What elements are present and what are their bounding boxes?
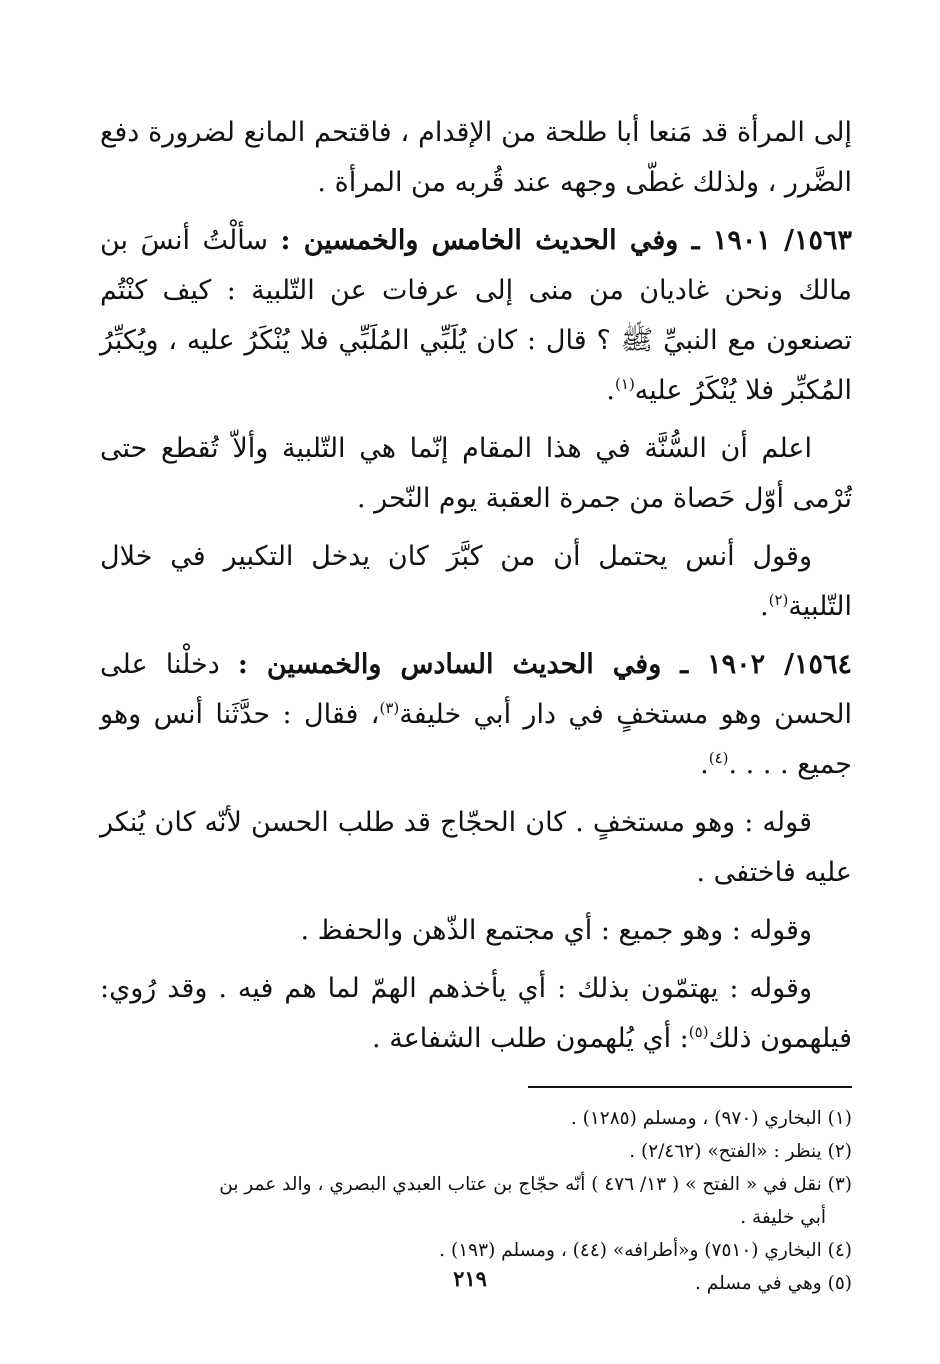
footnote-text: (١) البخاري (٩٧٠) ، ومسلم (١٢٨٥) . — [570, 1108, 852, 1129]
paragraph-text: وقوله : يهتمّون بذلك : أي يأخذهم الهمّ لما هم فيه . وقد رُوي: فيلهمون ذلك — [100, 973, 852, 1054]
paragraph-3 — [100, 424, 852, 524]
paragraph-4 — [100, 532, 852, 632]
footnote-separator — [528, 1086, 852, 1088]
paragraph-text: سألْتُ أنسَ بن مالك ونحن غاديان من منى إلى عرفات عن التّلبية : كيف كنْتُم تصنعون مع النبيِّ ﷺ ؟ قال : كان يُلَبِّي المُلَبِّي فلا يُنْكَرُ عليه ، ويُكبِّرُ المُكبِّر فلا يُنْكَرُ عليه — [100, 225, 852, 406]
paragraph-7 — [100, 906, 852, 956]
page-number: ٢١٩ — [453, 1266, 487, 1291]
footnote-1 — [100, 1102, 852, 1135]
footnote-marker-3[interactable]: (٣) — [379, 699, 400, 717]
paragraph-text: دخلْنا على الحسن وهو مستخفٍ في دار أبي خليفة — [100, 649, 852, 730]
paragraph-6 — [100, 798, 852, 898]
paragraph-tail: . — [606, 375, 616, 406]
paragraph-text: وقول أنس يحتمل أن من كبَّرَ كان يدخل التكبير في خلال التّلبية — [100, 541, 852, 622]
footnote-3 — [100, 1168, 852, 1234]
hadith-heading: ١٥٦٣/ ١٩٠١ ـ وفي الحديث الخامس والخمسين : — [280, 225, 852, 256]
paragraph-8 — [100, 964, 852, 1064]
paragraph-text: اعلم أن السُّنَّة في هذا المقام إنّما هي التّلبية وألاّ تُقطع حتى تُرْمى أوّل حَصاة من جمرة العقبة يوم النّحر . — [100, 433, 852, 514]
hadith-1564 — [100, 640, 852, 790]
footnote-text: (٤) البخاري (٧٥١٠) و«أطرافه» (٤٤) ، ومسلم (١٩٣) . — [439, 1240, 852, 1261]
hadith-heading: ١٥٦٤/ ١٩٠٢ ـ وفي الحديث السادس والخمسين : — [237, 649, 853, 680]
paragraph-text: قوله : وهو مستخفٍ . كان الحجّاج قد طلب الحسن لأنّه كان يُنكر عليه فاختفى . — [100, 807, 852, 888]
main-text — [100, 108, 852, 1064]
footnote-2 — [100, 1135, 852, 1168]
paragraph-tail: . — [760, 591, 769, 622]
paragraph-tail-2: . — [700, 749, 709, 780]
footnote-text: (٢) ينظر : «الفتح» (٢/٤٦٢) . — [629, 1141, 852, 1162]
paragraph-text: وقوله : وهو جميع : أي مجتمع الذّهن والحفظ . — [300, 915, 812, 946]
footnote-marker-1[interactable]: (١) — [615, 375, 635, 393]
footnote-continuation: أبي خليفة . — [740, 1207, 826, 1228]
footnote-4 — [100, 1234, 852, 1267]
footnote-marker-5[interactable]: (٥) — [688, 1023, 709, 1041]
paragraph-tail: : أي يُلهمون طلب الشفاعة . — [372, 1023, 689, 1054]
footnote-text: (٥) وهي في مسلم . — [695, 1273, 852, 1294]
footnote-text: (٣) نقل في « الفتح » ( ١٣/ ٤٧٦ ) أنّه حجّاج بن عتاب العبدي البصري ، والد عمر بن — [219, 1174, 852, 1195]
paragraph-text: إلى المرأة قد مَنعا أبا طلحة من الإقدام ، فاقتحم المانع لضرورة دفع الضَّرر ، ولذلك غطّى وجهه عند قُربه من المرأة . — [100, 117, 852, 198]
hadith-1563 — [100, 216, 852, 416]
paragraph-1 — [100, 108, 852, 208]
footnote-marker-4[interactable]: (٤) — [708, 749, 729, 767]
paragraph-tail: ، فقال : حدَّثَنا أنس وهو جميع . . . . — [100, 699, 852, 780]
footnote-marker-2[interactable]: (٢) — [768, 591, 789, 609]
